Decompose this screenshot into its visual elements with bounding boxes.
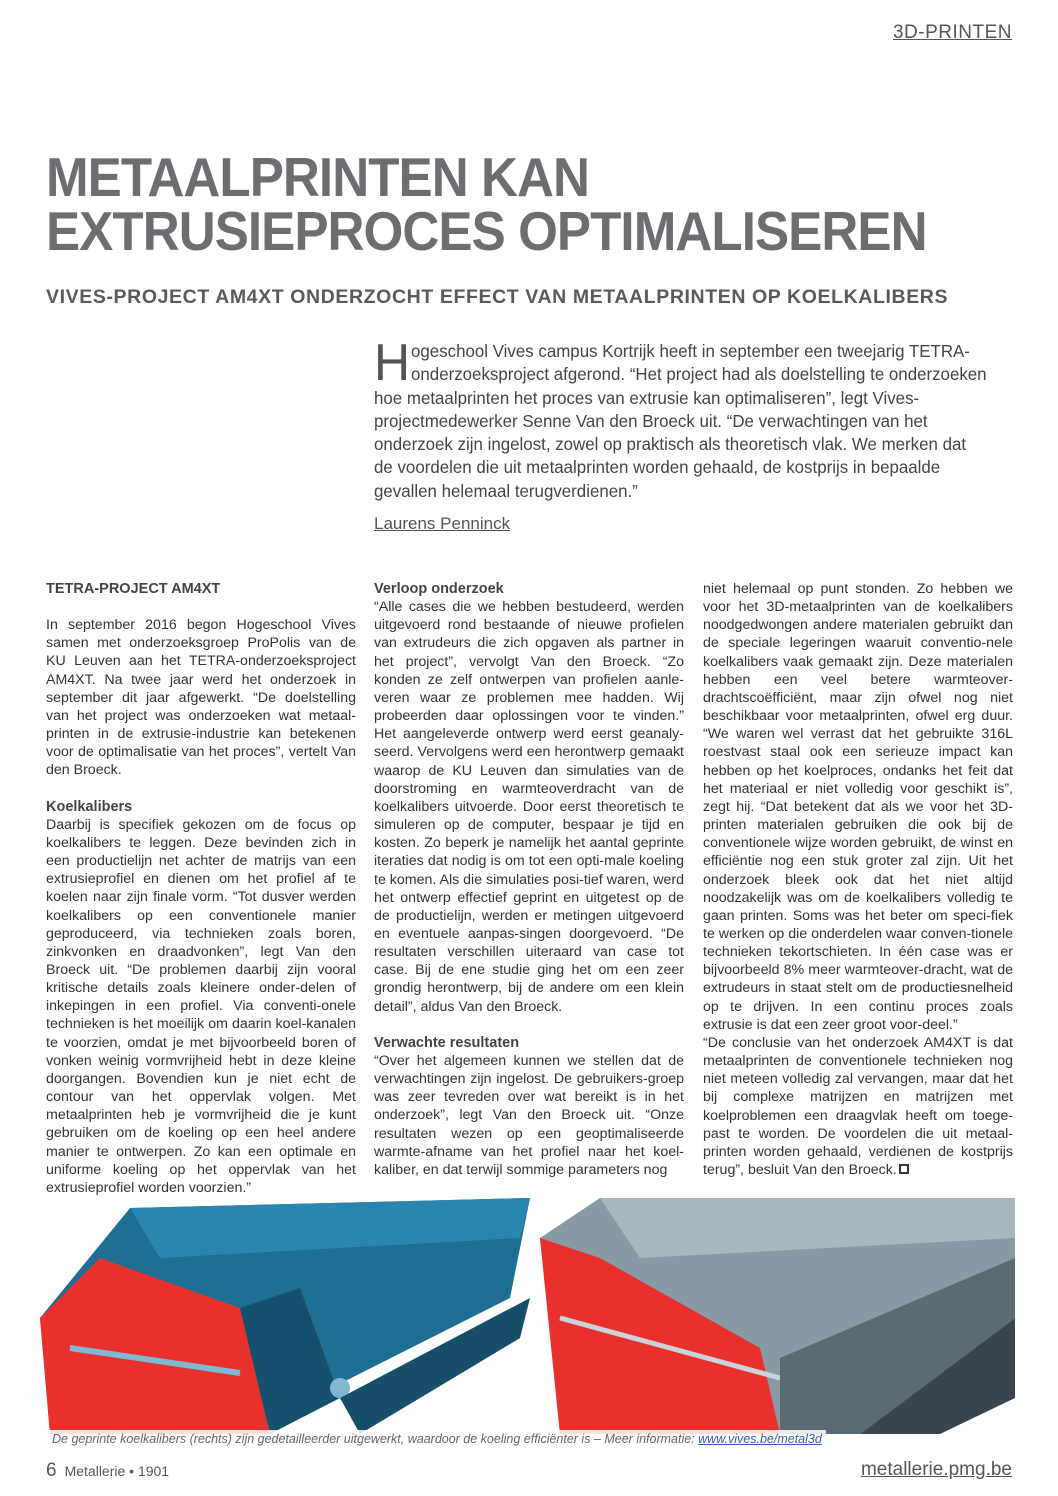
footer-site-link[interactable]: metallerie.pmg.be xyxy=(860,1459,1012,1480)
heading-koelkalibers: Koelkalibers xyxy=(46,798,133,815)
heading-tetra: TETRA-PROJECT AM4XT xyxy=(46,581,221,597)
magazine-issue: Metallerie • 1901 xyxy=(64,1463,170,1479)
intro-text: ogeschool Vives campus Kortrijk heeft in september een tweejarig TETRA-onderzoeksproject afgerond. “Het project had als doelstelling te onderzoeken hoe metaalprinten het proces van extrusie kan optimaliseren”, legt Vives-projectmedewerker Senne Van den Broeck uit. “De verwachtingen van het onderzoek zijn ingelost, zowel op praktisch als theoretisch vlak. We merken dat de voordelen die uit metaalprinten worden gehaald, de kostprijs in bepaalde gevallen helemaal terugverdienen.” xyxy=(374,341,987,501)
koelkaliber-images xyxy=(40,1198,1020,1434)
column-1 xyxy=(46,580,356,1197)
paragraph: “Over het algemeen kunnen we stellen dat de verwachtingen zijn ingelost. De gebruikers-groep was zeer tevreden over wat bereikt is in het onderzoek”, legt Van den Broeck uit. “Onze resultaten wezen op een geoptimaliseerde warmte-afname van het profiel naar het koel-kaliber, en dat terwijl sommige parameters nog xyxy=(374,1052,684,1178)
paragraph-last xyxy=(703,1034,1013,1179)
column-3 xyxy=(703,580,1013,1179)
paragraph: niet helemaal op punt stonden. Zo hebben we voor het 3D-metaalprinten van de koelkalibers noodgedwongen andere materialen gebruikt dan de speciale legeringen waaruit conventio-nele koelkalibers vaak gemaakt zijn. Deze materialen hebben een veel betere warmteover-drachtscoëfficiënt, maar zijn ofwel nog niet beschikbaar voor metaalprinten, ofwel erg duur. “We waren wel verrast dat het gebruikte 316L roestvast staal ook een serieuze impact kan hebben op het koelproces, ondanks het feit dat het materiaal er niet volledig voor geschikt is”, zegt hij. “Dat betekent dat als we voor het 3D-printen materialen gebruiken die ook bij de conventionele wijze worden gebruikt, de winst en efficiëntie nog een stuk groter zal zijn. Uit het onderzoek bleek ook dat het niet altijd noodzakelijk was om de koelkalibers volledig te gaan printen. Soms was het beter om speci-fiek te werken op die onderdelen waar conven-tionele technieken tekortschieten. In één case was er bijvoorbeeld 8% meer warmteover-dracht, wat de extrudeurs in staat stelt om de productiesnelheid op te drijven. In een continu proces zoals extrusie is dat een zeer groot voor-deel.” xyxy=(703,581,1013,1033)
page-title: METAALPRINTEN KAN EXTRUSIEPROCES OPTIMALISEREN xyxy=(46,146,927,262)
column-2 xyxy=(374,580,684,1179)
dropcap: H xyxy=(374,334,411,392)
printed-koelkaliber-image xyxy=(540,1198,1015,1434)
section-label: 3D-PRINTEN xyxy=(892,22,1012,43)
caption-text: De geprinte koelkalibers (rechts) zijn gedetailleerder uitgewerkt, waardoor de koeling efficiënter is – Meer informatie: xyxy=(52,1432,699,1446)
paragraph: Daarbij is specifiek gekozen om de focus op koelkalibers te leggen. Deze bevinden zich in een productielijn net achter de matrijs van een extrusieprofiel en dienen om het profiel af te koelen naar zijn finale vorm. “Tot dusver werden koelkalibers op een conventionele manier geproduceerd, via technieken zoals boren, zinkvonken en draadvonken”, legt Van den Broeck uit. “De problemen daarbij zijn vooral kritische details zoals kleinere onder-delen of inkepingen in een profiel. Via conventi-onele technieken is het moeilijk om daarin koel-kanalen te voorzien, omdat je met bijvoorbeeld boren of vonken weinig vormvrijheid hebt in deze kleine doorgangen. Bovendien kun je niet echt de contour van het oppervlak volgen. Met metaalprinten heb je vormvrijheid die je kunt gebruiken om de koeling op een heel andere manier te ontwerpen. Zo kan een optimale en uniforme koeling op het oppervlak van het extrusieprofiel worden voorzien.” xyxy=(46,816,356,1196)
page-number: 6 xyxy=(46,1460,57,1481)
paragraph: In september 2016 begon Hogeschool Vives samen met onderzoeksgroep ProPolis van de KU Leuven aan het TETRA-onderzoeksproject AM4XT. Na twee jaar werd het onderzoek in september dit jaar afgewerkt. “De doelstelling van het project was onderzoeken wat metaal-printen in de extrusie-industrie kan betekenen voor de optimalisatie van het proces”, vertelt Van den Broeck. xyxy=(46,617,356,779)
caption-link[interactable]: www.vives.be/metal3d xyxy=(698,1432,822,1446)
paragraph: “Alle cases die we hebben bestudeerd, werden uitgevoerd rond bestaande of nieuwe profielen van extrudeurs die zich opgaven als partner in het project”, vervolgt Van den Broeck. “Zo konden ze zelf ontwerpen van profielen aanle-veren waar ze problemen mee hadden. Wij probeerden daar oplossingen voor te vinden.” Het aangeleverde ontwerp werd eerst geanaly-seerd. Vervolgens werd een herontwerp gemaakt waarop de KU Leuven dan simulaties van de doorstroming en warmteoverdracht van de koelkalibers uitvoerde. Door eerst theoretisch te simuleren op de computer, bespaar je tijd en kosten. Zo beperk je namelijk het aantal geprinte iteraties dat nodig is om tot een opti-male koeling te komen. Als die simulaties posi-tief waren, werd het ontwerp effectief geprint en uitgetest op de de productielijn, werden er metingen uitgevoerd en eventuele aanpas-singen doorgevoerd. “De resultaten verschillen uiteraard van case tot case. Bij de ene studie ging het om een zeer grondig herontwerp, bij de andere om een klein detail”, aldus Van den Broeck. xyxy=(374,599,684,1015)
subtitle: VIVES-PROJECT AM4XT ONDERZOCHT EFFECT VAN METAALPRINTEN OP KOELKALIBERS xyxy=(46,286,949,308)
end-mark-icon xyxy=(899,1164,909,1174)
paragraph-text: “De conclusie van het onderzoek AM4XT is dat metaalprinten de conventionele technieken nog niet meteen volledig zal vervangen, maar dat het bij complexe matrijzen en matrijzen met koelproblemen een draagvlak heeft om toege-past te worden. De voordelen die uit metaal-printen worden gehaald, verdienen de kostprijs terug”, besluit Van den Broeck. xyxy=(703,1034,1013,1178)
author-link[interactable]: Laurens Penninck xyxy=(374,514,511,533)
conventional-koelkaliber-image xyxy=(40,1198,530,1434)
heading-resultaten: Verwachte resultaten xyxy=(374,1034,520,1051)
heading-verloop: Verloop onderzoek xyxy=(374,581,504,597)
figure-caption xyxy=(48,1430,826,1448)
footer-left xyxy=(46,1460,169,1482)
intro-paragraph xyxy=(374,334,988,503)
